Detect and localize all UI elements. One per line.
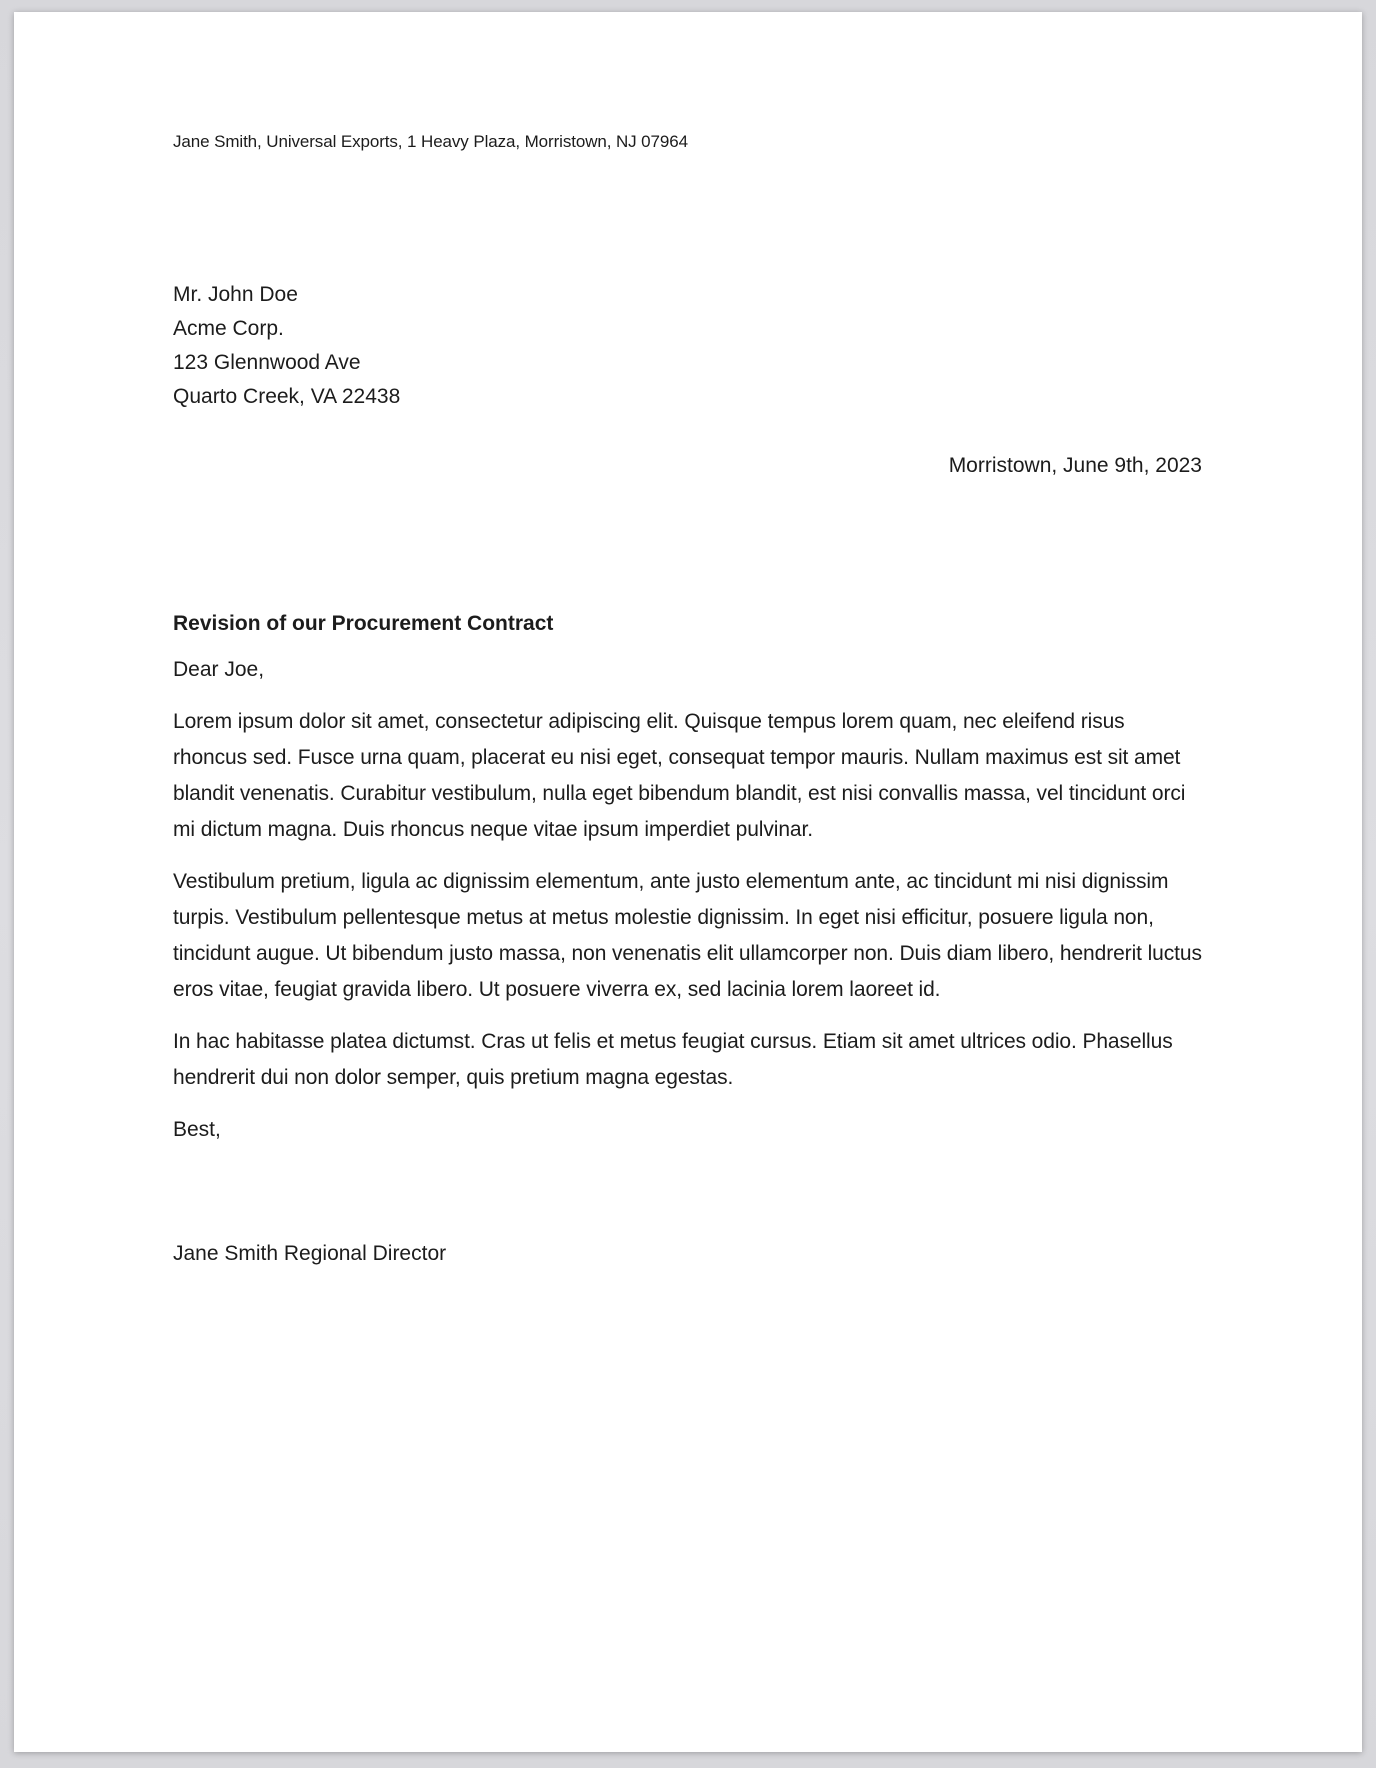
body-paragraph-1: Lorem ipsum dolor sit amet, consectetur adipiscing elit. Quisque tempus lorem quam, nec eleifend risus rhoncus sed. Fusce urna quam, placerat eu nisi eget, consequat tempor mauris. Nullam maximus est sit amet blandit venenatis. Curabitur vestibulum, nulla eget bibendum blandit, est nisi convallis massa, vel tincidunt orci mi dictum magna. Duis rhoncus neque vitae ipsum imperdiet pulvinar. xyxy=(173,710,1186,841)
sender-address-line: Jane Smith, Universal Exports, 1 Heavy Plaza, Morristown, NJ 07964 xyxy=(173,132,688,151)
body-paragraph-2: Vestibulum pretium, ligula ac dignissim elementum, ante justo elementum ante, ac tincidunt mi nisi dignissim turpis. Vestibulum pellentesque metus at metus molestie dignissim. In eget nisi efficitur, posuere ligula non, tincidunt augue. Ut bibendum justo massa, non venenatis elit ullamcorper non. Duis diam libero, hendrerit luctus eros vitae, feugiat gravida libero. Ut posuere viverra ex, sed lacinia lorem laoreet id. xyxy=(173,870,1202,1001)
recipient-address-block xyxy=(173,278,1202,414)
salutation: Dear Joe, xyxy=(173,658,265,681)
closing: Best, xyxy=(173,1118,221,1141)
recipient-city-state-zip: Quarto Creek, VA 22438 xyxy=(173,385,401,408)
recipient-name: Mr. John Doe xyxy=(173,283,298,306)
recipient-company: Acme Corp. xyxy=(173,317,284,340)
recipient-street: 123 Glennwood Ave xyxy=(173,351,361,374)
subject-line: Revision of our Procurement Contract xyxy=(173,612,554,635)
letter-page xyxy=(14,12,1362,1752)
body-paragraph-3: In hac habitasse platea dictumst. Cras ut felis et metus feugiat cursus. Etiam sit amet ultrices odio. Phasellus hendrerit dui non dolor semper, quis pretium magna egestas. xyxy=(173,1030,1173,1089)
date-line: Morristown, June 9th, 2023 xyxy=(948,454,1202,477)
signature-line: Jane Smith Regional Director xyxy=(173,1242,447,1265)
